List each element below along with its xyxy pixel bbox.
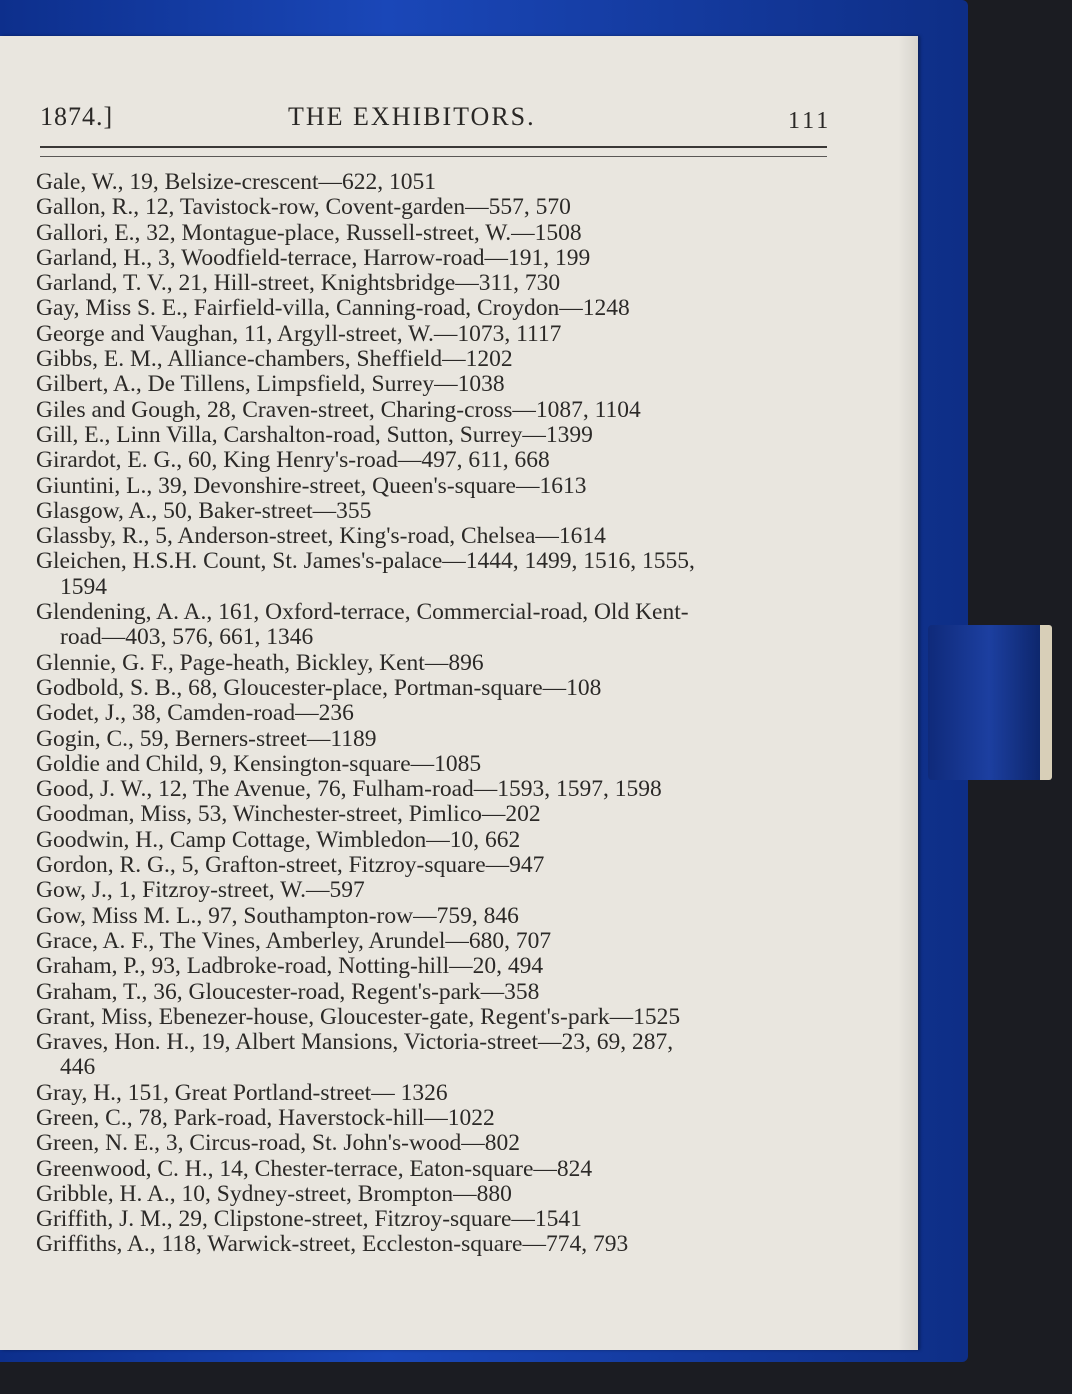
list-item: Gow, Miss M. L., 97, Southampton-row—759, 846 <box>36 902 519 929</box>
list-item: Goodwin, H., Camp Cottage, Wimbledon—10, 662 <box>36 826 521 853</box>
list-item: Gordon, R. G., 5, Grafton-street, Fitzroy-square—947 <box>36 852 545 879</box>
list-item: Gilbert, A., De Tillens, Limpsfield, Surrey—1038 <box>36 371 505 398</box>
list-item: Girardot, E. G., 60, King Henry's-road—497, 611, 668 <box>36 447 550 474</box>
list-item: Gallori, E., 32, Montague-place, Russell-street, W.—1508 <box>36 219 582 246</box>
list-item: Griffiths, A., 118, Warwick-street, Eccleston-square—774, 793 <box>36 1231 629 1258</box>
list-item-continuation: road—403, 576, 661, 1346 <box>60 624 314 651</box>
list-item: Glassby, R., 5, Anderson-street, King's-road, Chelsea—1614 <box>36 523 606 550</box>
list-item: Green, C., 78, Park-road, Haverstock-hill—1022 <box>36 1104 495 1131</box>
list-item-continuation: 1594 <box>60 573 107 600</box>
list-item: Graves, Hon. H., 19, Albert Mansions, Victoria-street—23, 69, 287, <box>36 1029 674 1056</box>
bookmark-tab <box>928 625 1050 780</box>
list-item: Garland, H., 3, Woodfield-terrace, Harrow-road—191, 199 <box>36 244 591 271</box>
list-item: Gay, Miss S. E., Fairfield-villa, Canning-road, Croydon—1248 <box>36 295 630 322</box>
list-item: Gale, W., 19, Belsize-crescent—622, 1051 <box>36 169 437 195</box>
list-item: Godbold, S. B., 68, Gloucester-place, Portman-square—108 <box>36 674 602 701</box>
list-item: Gleichen, H.S.H. Count, St. James's-palace—1444, 1499, 1516, 1555, <box>36 548 695 575</box>
list-item: Graham, T., 36, Gloucester-road, Regent's-park—358 <box>36 978 540 1005</box>
list-item: Giuntini, L., 39, Devonshire-street, Queen's-square—1613 <box>36 472 587 499</box>
list-item: Giles and Gough, 28, Craven-street, Charing-cross—1087, 1104 <box>36 396 641 423</box>
list-item: Goodman, Miss, 53, Winchester-street, Pimlico—202 <box>36 801 541 828</box>
list-item-continuation: 446 <box>60 1054 96 1081</box>
list-item: Greenwood, C. H., 14, Chester-terrace, Eaton-square—824 <box>36 1155 593 1182</box>
list-item: Graham, P., 93, Ladbroke-road, Notting-hill—20, 494 <box>36 953 544 980</box>
list-item: Gribble, H. A., 10, Sydney-street, Brompton—880 <box>36 1180 512 1207</box>
list-item: Goldie and Child, 9, Kensington-square—1085 <box>36 750 482 777</box>
exhibitor-list <box>36 170 836 1258</box>
list-item: Godet, J., 38, Camden-road—236 <box>36 700 354 727</box>
list-item: Gow, J., 1, Fitzroy-street, W.—597 <box>36 877 365 904</box>
running-head-year: 1874.] <box>40 102 114 131</box>
list-item: Griffith, J. M., 29, Clipstone-street, Fitzroy-square—1541 <box>36 1206 582 1233</box>
list-item: Glendening, A. A., 161, Oxford-terrace, Commercial-road, Old Kent- <box>36 599 689 626</box>
list-item: Gogin, C., 59, Berners-street—1189 <box>36 725 377 752</box>
list-item: Glennie, G. F., Page-heath, Bickley, Kent—896 <box>36 649 484 676</box>
page-shade <box>898 36 918 1350</box>
list-item: Garland, T. V., 21, Hill-street, Knightsbridge—311, 730 <box>36 270 561 297</box>
list-item: Glasgow, A., 50, Baker-street—355 <box>36 497 372 524</box>
list-item: Grace, A. F., The Vines, Amberley, Arundel—680, 707 <box>36 927 552 954</box>
list-item: Gallon, R., 12, Tavistock-row, Covent-garden—557, 570 <box>36 194 571 221</box>
running-head-title: THE EXHIBITORS. <box>288 102 536 131</box>
list-item: Grant, Miss, Ebenezer-house, Gloucester-gate, Regent's-park—1525 <box>36 1003 681 1030</box>
list-item: Gibbs, E. M., Alliance-chambers, Sheffield—1202 <box>36 346 513 373</box>
list-item: Green, N. E., 3, Circus-road, St. John's-wood—802 <box>36 1130 520 1157</box>
list-item: Gill, E., Linn Villa, Carshalton-road, Sutton, Surrey—1399 <box>36 421 593 448</box>
list-item: Gray, H., 151, Great Portland-street— 1326 <box>36 1079 448 1106</box>
header-rule-top <box>40 146 827 148</box>
page-number: 111 <box>788 108 832 134</box>
header-rule-bottom <box>40 156 827 157</box>
list-item: George and Vaughan, 11, Argyll-street, W.—1073, 1117 <box>36 320 562 347</box>
list-item: Good, J. W., 12, The Avenue, 76, Fulham-road—1593, 1597, 1598 <box>36 776 662 803</box>
bookmark-tab-edge <box>1040 625 1052 780</box>
